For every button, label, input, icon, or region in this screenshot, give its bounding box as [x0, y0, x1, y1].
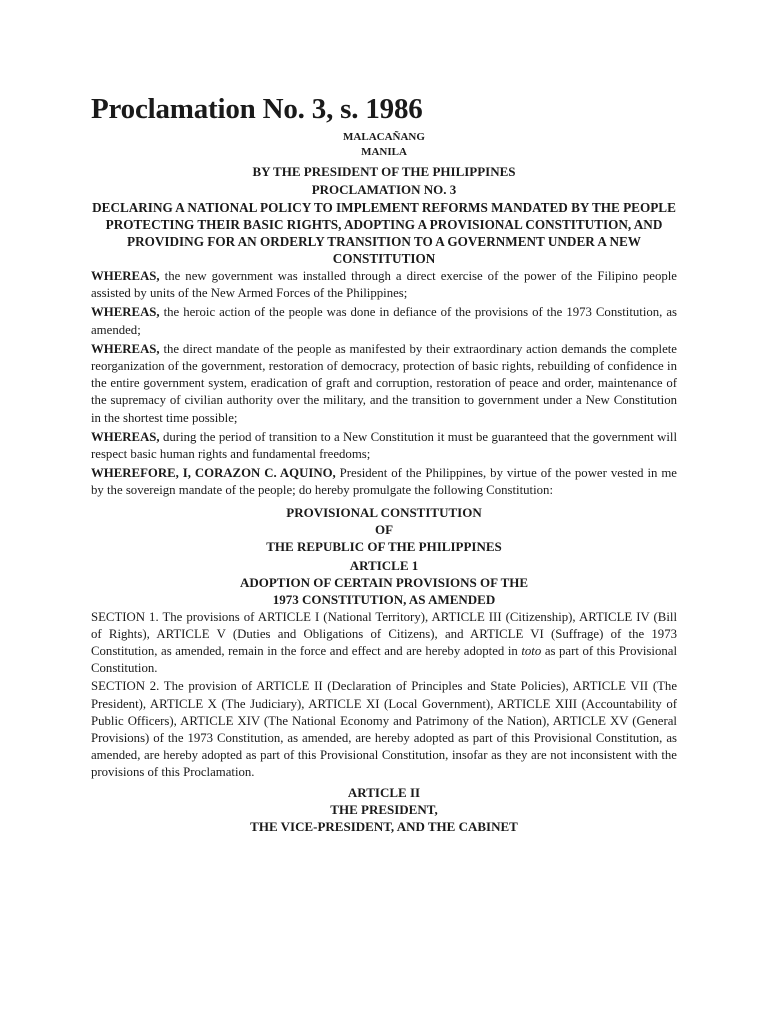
whereas-lead: WHEREAS,: [91, 269, 160, 283]
article-2-heading: ARTICLE II: [347, 784, 421, 800]
republic-heading: THE REPUBLIC OF THE PHILIPPINES: [266, 538, 502, 554]
wherefore-text: President of the Philippines, by virtue of the power vested in me by the sovereign mandate of the people; do hereby promulgate the following Constitution:: [91, 466, 677, 498]
section-1-text: SECTION 1. The provisions of ARTICLE I (National Territory), ARTICLE III (Citizenship), ARTICLE IV (Bill of Rights), ARTICLE V (Duties and Obligations of Citizens), and ARTICLE VI (Suffrage) of the 1973 Constitution, as amended, remain in the force and effect and are hereby adopted in: [91, 609, 677, 659]
whereas-text: the new government was installed through a direct exercise of the power of the Filipino people assisted by units of the New Armed Forces of the Philippines;: [91, 269, 677, 301]
document-page: [91, 92, 677, 835]
article-2-title-line-1: THE PRESIDENT,: [330, 801, 438, 817]
whereas-paragraph-2: [91, 304, 677, 338]
by-line: BY THE PRESIDENT OF THE PHILIPPINES: [252, 164, 516, 179]
whereas-text: the heroic action of the people was done in defiance of the provisions of the 1973 Constitution, as amended;: [91, 305, 677, 337]
section-1-end: as part of this Provisional Constitution.: [91, 644, 678, 676]
provisional-of: OF: [374, 521, 394, 537]
wherefore-lead: WHEREFORE, I, CORAZON C. AQUINO,: [91, 466, 336, 481]
place-malacanang: MALACAÑANG: [343, 131, 425, 143]
whereas-lead: WHEREAS,: [91, 429, 160, 444]
section-2: SECTION 2. The provision of ARTICLE II (Declaration of Principles and State Policies), ARTICLE VII (The President), ARTICLE X (The Judiciary), ARTICLE XI (Local Government), ARTICLE XIII (Accountability of Public Officers), ARTICLE XIV (The National Economy and Patrimony of the Nation), ARTICLE XV (General Provisions) of the 1973 Constitution, as amended, are hereby adopted as part of this Provisional Constitution, as amended, are hereby adopted as part of this Provisional Constitution, insofar as they are not inconsistent with the provisions of this Proclamation.: [91, 679, 677, 780]
provisional-constitution-heading: PROVISIONAL CONSTITUTION: [286, 504, 482, 520]
whereas-text: during the period of transition to a New Constitution it must be guaranteed that the government will respect basic human rights and fundamental freedoms;: [91, 429, 677, 462]
article-1-heading: ARTICLE 1: [349, 557, 419, 573]
whereas-paragraph-3: [91, 341, 677, 427]
page-title: Proclamation No. 3, s. 1986: [91, 93, 423, 125]
section-1-italic: toto: [521, 644, 542, 659]
proclamation-number: PROCLAMATION NO. 3: [311, 182, 457, 197]
place-manila: MANILA: [361, 146, 407, 158]
whereas-lead: WHEREAS,: [91, 305, 160, 320]
whereas-lead: WHEREAS,: [91, 341, 160, 356]
proclamation-heading: DECLARING A NATIONAL POLICY TO IMPLEMENT REFORMS MANDATED BY THE PEOPLE PROTECTING THEIR BASIC RIGHTS, ADOPTING A PROVISIONAL CONSTITUTION, AND PROVIDING FOR AN ORDERLY TRANSITION TO A GOVERNMENT UNDER A NEW CONSTITUTION: [92, 200, 676, 266]
section-1: [91, 609, 677, 678]
whereas-text: the direct mandate of the people as manifested by their extraordinary action demands the complete reorganization of the government, restoration of democracy, protection of basic rights, rebuilding of confidence in the entire government system, eradication of graft and corruption, restoration of peace and order, maintenance of the supremacy of civilian authority over the military, and the transition to government under a New Constitution in the shortest time possible;: [91, 341, 677, 425]
whereas-paragraph-1: [91, 268, 677, 302]
wherefore-paragraph: [91, 465, 677, 499]
whereas-paragraph-4: [91, 429, 677, 463]
article-1-title-line-2: 1973 CONSTITUTION, AS AMENDED: [272, 591, 496, 607]
article-2-title-line-2: THE VICE-PRESIDENT, AND THE CABINET: [250, 818, 518, 834]
article-1-title-line-1: ADOPTION OF CERTAIN PROVISIONS OF THE: [239, 574, 529, 590]
